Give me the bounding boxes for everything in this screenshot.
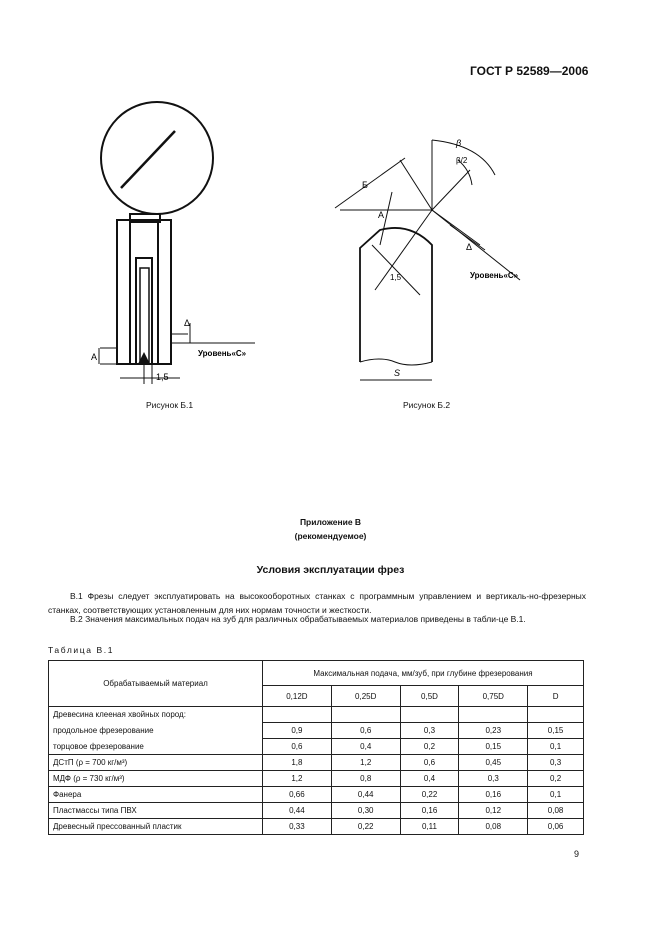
row-label: МДФ (ρ = 730 кг/м³) xyxy=(49,771,263,787)
value-cell: 0,3 xyxy=(400,723,459,739)
row-label: продольное фрезерование xyxy=(49,723,263,739)
value-cell: 0,06 xyxy=(528,819,584,835)
value-cell xyxy=(263,707,332,723)
table-caption: Таблица В.1 xyxy=(48,645,115,655)
value-cell: 0,2 xyxy=(400,739,459,755)
value-cell: 0,16 xyxy=(459,787,528,803)
appendix-subtitle: (рекомендуемое) xyxy=(294,531,367,541)
value-cell: 0,2 xyxy=(528,771,584,787)
row-label: Древесный прессованный пластик xyxy=(49,819,263,835)
header-material: Обрабатываемый материал xyxy=(49,661,263,707)
value-cell xyxy=(459,707,528,723)
table-row xyxy=(49,707,584,723)
value-cell: 0,3 xyxy=(459,771,528,787)
value-cell: 0,12 xyxy=(459,803,528,819)
value-cell: 1,2 xyxy=(263,771,332,787)
value-cell: 0,08 xyxy=(459,819,528,835)
figure-b2-caption: Рисунок Б.2 xyxy=(403,400,451,410)
delta-label-fig2: Δ xyxy=(466,242,473,252)
value-cell: 0,4 xyxy=(331,739,400,755)
depth-cell: 0,5D xyxy=(400,686,459,707)
level-label: Уровень«C» xyxy=(198,349,247,358)
a-label: А xyxy=(91,352,98,362)
value-cell: 0,9 xyxy=(263,723,332,739)
figure-b1-caption: Рисунок Б.1 xyxy=(146,400,194,410)
value-cell xyxy=(528,707,584,723)
table-row xyxy=(49,803,584,819)
value-cell: 0,44 xyxy=(331,787,400,803)
value-cell: 0,22 xyxy=(400,787,459,803)
figure-b1-dial-indicator xyxy=(80,98,280,388)
row-label: Пластмассы типа ПВХ xyxy=(49,803,263,819)
level-label-fig2: Уровень«C» xyxy=(470,271,519,280)
document-header: ГОСТ Р 52589—2006 xyxy=(470,64,589,78)
delta-label: Δ xyxy=(184,318,191,328)
a-label-fig2: А xyxy=(378,210,385,220)
row-label: торцовое фрезерование xyxy=(49,739,263,755)
beta-half-label: β/2 xyxy=(456,156,468,165)
b-label: Б xyxy=(362,180,368,190)
dim-label-fig2: 1,5 xyxy=(390,273,402,282)
value-cell: 0,66 xyxy=(263,787,332,803)
table-row xyxy=(49,771,584,787)
value-cell xyxy=(400,707,459,723)
value-cell: 0,1 xyxy=(528,787,584,803)
paragraph-b2: В.2 Значения максимальных подач на зуб для различных обрабатываемых материалов приведены в табли-це В.1. xyxy=(70,614,526,624)
page-number: 9 xyxy=(574,849,580,859)
value-cell: 0,6 xyxy=(400,755,459,771)
paragraph-b1: В.1 Фрезы следует эксплуатировать на высокооборотных станках с программным управлением и вертикаль-но-фрезерных станках, соответствующих установленным для них нормам точности и жесткости. xyxy=(48,591,586,615)
value-cell: 0,33 xyxy=(263,819,332,835)
section-title: Условия эксплуатации фрез xyxy=(256,564,405,576)
table-row xyxy=(49,787,584,803)
value-cell: 0,08 xyxy=(528,803,584,819)
appendix-heading xyxy=(0,515,661,543)
depth-cell: D xyxy=(528,686,584,707)
value-cell: 0,11 xyxy=(400,819,459,835)
dim-label: 1,5 xyxy=(156,372,169,382)
value-cell: 0,6 xyxy=(263,739,332,755)
table-row xyxy=(49,723,584,739)
table-row xyxy=(49,819,584,835)
value-cell: 0,22 xyxy=(331,819,400,835)
appendix-title: Приложение В xyxy=(299,517,362,527)
depth-cell: 0,25D xyxy=(331,686,400,707)
value-cell: 1,8 xyxy=(263,755,332,771)
value-cell: 0,8 xyxy=(331,771,400,787)
value-cell: 0,23 xyxy=(459,723,528,739)
depth-cell: 0,12D xyxy=(263,686,332,707)
value-cell: 0,4 xyxy=(400,771,459,787)
table-row xyxy=(49,739,584,755)
figure-b2-cutter-geometry xyxy=(320,130,540,390)
table-header-row xyxy=(49,661,584,686)
s-label: S xyxy=(394,368,401,378)
header-group: Максимальная подача, мм/зуб, при глубине фрезерования xyxy=(263,661,584,686)
row-label: ДСтП (ρ = 700 кг/м³) xyxy=(49,755,263,771)
value-cell: 0,15 xyxy=(528,723,584,739)
row-label: Фанера xyxy=(49,787,263,803)
value-cell: 0,3 xyxy=(528,755,584,771)
value-cell: 0,45 xyxy=(459,755,528,771)
beta-label: β xyxy=(456,138,462,148)
value-cell: 1,2 xyxy=(331,755,400,771)
value-cell xyxy=(331,707,400,723)
value-cell: 0,16 xyxy=(400,803,459,819)
depth-cell: 0,75D xyxy=(459,686,528,707)
value-cell: 0,30 xyxy=(331,803,400,819)
value-cell: 0,44 xyxy=(263,803,332,819)
value-cell: 0,1 xyxy=(528,739,584,755)
value-cell: 0,15 xyxy=(459,739,528,755)
value-cell: 0,6 xyxy=(331,723,400,739)
row-label: Древесина клееная хвойных пород: xyxy=(49,707,263,723)
table-row xyxy=(49,755,584,771)
feed-rate-table xyxy=(48,660,584,835)
